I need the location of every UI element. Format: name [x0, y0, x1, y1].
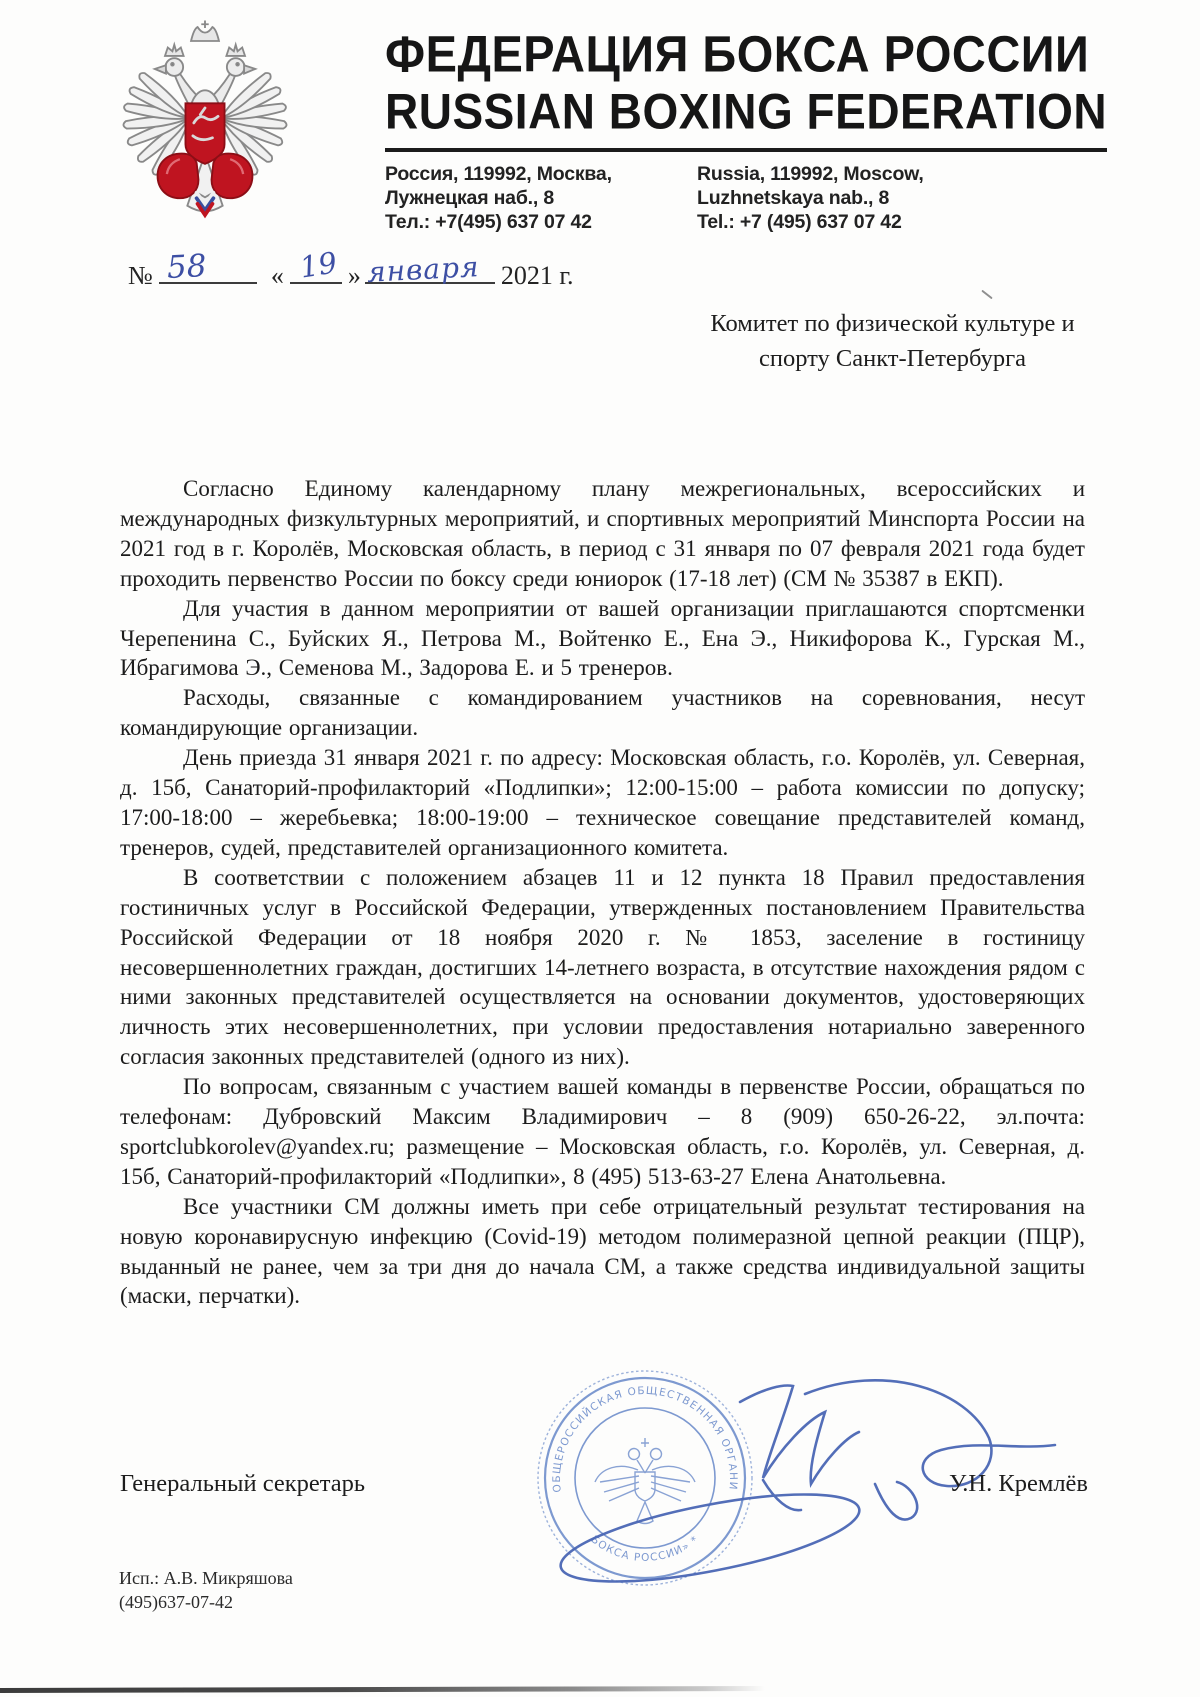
reference-date-line: [128, 245, 574, 294]
address-ru-line: Россия, 119992, Москва,: [385, 163, 612, 185]
address-ru: [385, 162, 697, 234]
address-ru-line: Тел.: +7(495) 637 07 42: [385, 211, 592, 233]
address-en-line: Tel.: +7 (495) 637 07 42: [697, 211, 902, 233]
org-title-ru: ФЕДЕРАЦИЯ БОКСА РОССИИ: [385, 24, 1090, 83]
letterhead-addresses: [385, 162, 1113, 234]
close-quote: »: [347, 261, 361, 290]
executor-phone: (495)637-07-42: [119, 1592, 233, 1612]
letterhead: [385, 26, 1113, 234]
federation-emblem-icon: [98, 14, 312, 242]
paragraph: Расходы, связанные с командированием участников на соревнования, несут командирующие организации.: [120, 685, 1085, 741]
paragraph: День приезда 31 января 2021 г. по адресу: Московская область, г.о. Королёв, ул. Северная, д. 15б, Санаторий-профилакторий «Подлипки»; 12:00-15:00 – работа комиссии по допуску; 17:00-18:00 – жеребьевка; 18:00-19:00 – техническое совещание представителей команд, тренеров, судей, представителей организационного комитета.: [120, 745, 1085, 860]
address-ru-line: Лужнецкая наб., 8: [385, 187, 554, 209]
letterhead-divider: [385, 148, 1107, 152]
executor-name: Исп.: А.В. Микряшова: [119, 1568, 293, 1588]
handwritten-day: 19: [297, 245, 340, 285]
address-en-line: Russia, 119992, Moscow,: [697, 163, 924, 185]
doc-number-field: [159, 247, 257, 287]
doc-number-label: №: [128, 261, 153, 290]
executor-block: [119, 1566, 293, 1614]
handwritten-month: января: [366, 250, 481, 289]
handwritten-doc-number: 58: [165, 247, 208, 287]
address-en: [697, 162, 924, 234]
address-en-line: Luzhnetskaya nab., 8: [697, 187, 890, 209]
addressee-block: [655, 306, 1130, 376]
day-field: [290, 245, 342, 285]
month-field: [365, 248, 495, 289]
paragraph: Все участники СМ должны иметь при себе отрицательный результат тестирования на новую коронавирусную инфекцию (Covid-19) методом полимеразной цепной реакции (ПЦР), выданный не ранее, чем за три дня до начала СМ, а также средства индивидуальной защиты (маски, перчатки).: [120, 1193, 1085, 1309]
addressee-line: Комитет по физической культуре и: [710, 310, 1075, 337]
paragraph: Согласно Единому календарному плану межрегиональных, всероссийских и международных физкультурных мероприятий, и спортивных мероприятий Минспорта России на 2021 год в г. Королёв, Московская область, в период с 31 января по 07 февраля 2021 года будет проходить первенство России по боксу среди юниорок (17-18 лет) (СМ № 35387 в ЕКП).: [120, 476, 1085, 591]
scan-speck-artifact: [981, 290, 992, 300]
org-title-en: RUSSIAN BOXING FEDERATION: [385, 82, 1108, 140]
scan-edge-artifact: [0, 1686, 765, 1693]
paragraph: По вопросам, связанным с участием вашей команды в первенстве России, обращаться по телефонам: Дубровский Максим Владимирович – 8 (909) 650-26-22, эл.почта: sportclubkorolev@yandex.ru; размещение – Московская область, г.о. Королёв, ул. Северная, д. 15б, Санаторий-профилакторий «Подлипки», 8 (495) 513-63-27 Елена Анатольевна.: [120, 1074, 1085, 1189]
seal-ring-text-top: ОБЩЕРОССИЙСКАЯ ОБЩЕСТВЕННАЯ ОРГАНИЗАЦИЯ «ФЕДЕРАЦИЯ: [550, 1384, 740, 1494]
year-text: 2021 г.: [500, 261, 574, 290]
paragraph: Для участия в данном мероприятии от вашей организации приглашаются спортсменки Черепенина С., Буйских Я., Петрова М., Войтенко Е., Ена Э., Никифорова К., Гурская М., Ибрагимова Э., Семенова М., Задорова Е. и 5 тренеров.: [120, 595, 1085, 681]
signature-row: [120, 1470, 1088, 1498]
open-quote: «: [270, 261, 284, 290]
seal-ring-text-bottom: БОКСА РОССИИ» *: [588, 1533, 702, 1564]
signer-name: У.Н. Кремлёв: [948, 1470, 1088, 1497]
paragraph: В соответствии с положением абзацев 11 и 12 пункта 18 Правил предоставления гостиничных услуг в Российской Федерации, утвержденных постановлением Правительства Российской Федерации от 18 ноября 2020 г. № 1853, заселение в гостиницу несовершеннолетних граждан, достигших 14-летнего возраста, в отсутствие нахождения рядом с ними законных представителей осуществляется на основании документов, удостоверяющих личность этих несовершеннолетних, при условии предоставления нотариально заверенного согласия законных представителей (одного из них).: [120, 864, 1085, 1070]
letter-body: [120, 474, 1085, 1311]
signer-position-title: Генеральный секретарь: [120, 1470, 366, 1497]
addressee-line: спорту Санкт-Петербурга: [758, 345, 1027, 372]
